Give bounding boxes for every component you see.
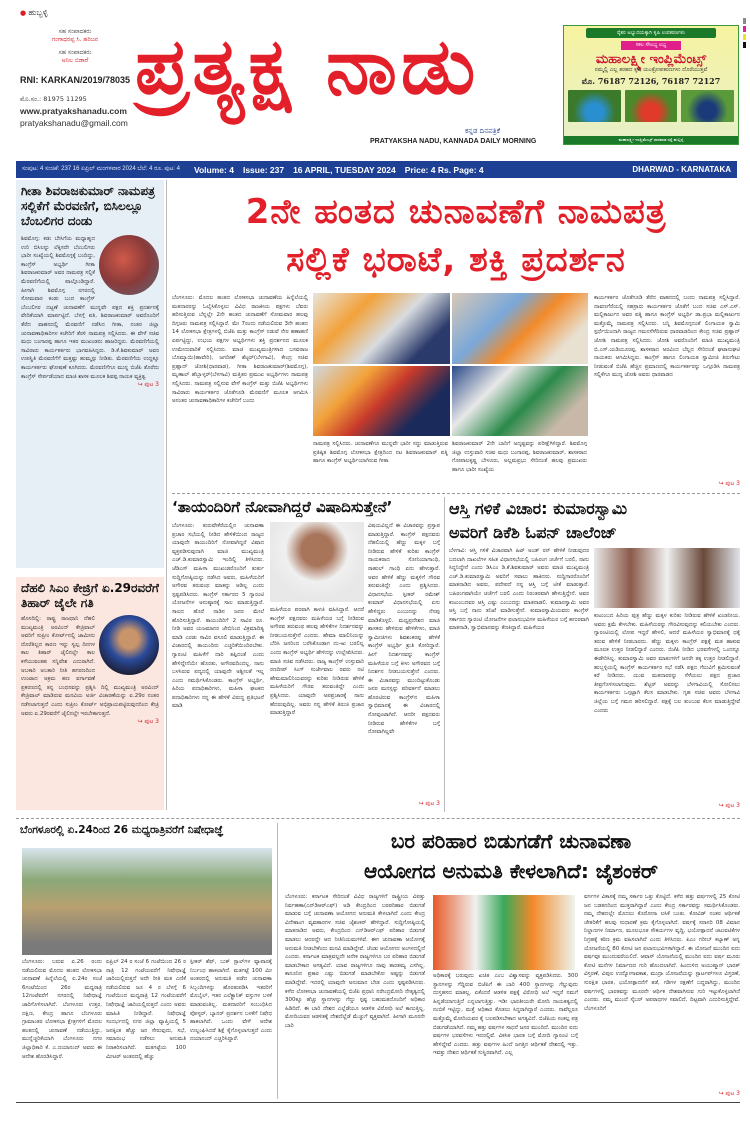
tagline-kannada: ಕನ್ನಡ ದಿನಪತ್ರಿಕೆ [465,127,501,135]
column-divider [277,823,278,1099]
masthead [0,0,750,148]
ad-footer: ಮಹಾಲಕ್ಷ್ಮೀ ಇಂಪ್ಲಿಮೆಂಟ್ಸ್ ಧಾರವಾಡ ರಸ್ತೆ ಹುಬ್ಬಳ್ಳಿ [564,136,738,144]
section-divider [172,493,740,494]
ad-product-images [564,87,738,125]
drought-col3: ವರ್ಗಗಳ ವಿಕಾಸಕ್ಕೆ ನಮ್ಮ ಸರ್ಕಾರ ಒತ್ತು ಕೊಟ್ಟಿದೆ. ಕಳೆದ ಹತ್ತು ವರ್ಷಗಳಲ್ಲಿ 25 ಕೋಟಿ ಜನ ಬಡತನದಿಂದ ಮುಕ್ತರಾಗಿದ್ದಾರೆ ಎಂದು ಕೇಂದ್ರ ಸರ್ಕಾರವನ್ನು ಸಮರ್ಥಿಸಿಕೊಂಡರು. ನಮ್ಮ ದೇಶದಲ್ಲೇ ಮೊದಲು ಕೊರೋನಾ ಲಸಿಕೆ ಬಂತು. ಕೋವಿಡ್ ನಂತರ ಆರ್ಥಿಕತೆ ಚೇತರಿಕೆಗೆ ಹಲವು ಸುಧಾರಣೆ ಕ್ರಮ ಕೈಗೊಳ್ಳಲಾಗಿದೆ. ವರ್ಷಕ್ಕೆ ಸರಾಸರಿ 08 ವಿಮಾನ ನಿಲ್ದಾಣಗಳ ನಿರ್ಮಾಣ, ಮೂಲಭೂತ ಸೌಕರ್ಯಗಳ ವೃದ್ಧಿ, ಭಯೋತ್ಪಾದನೆ ಚಟುವಟಿಕೆಗಳ ನಿಗ್ರಹಕ್ಕೆ ಕಠಿಣ ಕ್ರಮ ವಹಿಸಲಾಗಿದೆ ಎಂದು ತಿಳಿಸಿದರು. ಪಿಎಂ ಗರೀಬ್ ಕಲ್ಯಾಣ್ ಅನ್ನ ಯೋಜನೆಯಲ್ಲಿ 80 ಕೋಟಿ ಜನ ಫಲಾನುಭವಿಗಳಾಗಿದ್ದಾರೆ. ಈ ಯೋಜನೆ ಮುಂದಿನ ಐದು ವರ್ಷವೂ ಮುಂದುವರೆಯಲಿದೆ. ಆವಾಸ್ ಯೋಜನೆಯಲ್ಲಿ ಮುಂದಿನ ಐದು ವರ್ಷ ಮೂರು ಕೋಟಿ ಮನೆಗಳ ನಿರ್ಮಾಣದ ಗುರಿ ಹೊಂದಲಾಗಿದೆ. ಹಿಂದುಳಿದ ಅಯುಷ್ಮಾನ್ ಭಾರತ್ ವಿಸ್ತರಣೆ, ವಿಪುಲ ಉದ್ಯೋಗಾವಕಾಶ, ಮುದ್ರಾ ಯೋಜನೆಯನ್ನು ಸ್ಟಾರ್ಟಪ್‌ಗಳೂ ವಿಸ್ತರಣೆ, ಸುರಕ್ಷಿತ ಭಾರತ, ಭಯೋತ್ಪಾದನೆಗೆ ತಡೆ, ಗಡಿಗಳ ರಕ್ಷಣೆಗೆ ಬದ್ಧರಾಗಿದ್ದು, ಮುಂದಿನ ವರ್ಷಗಳಲ್ಲಿ ಭಾರತವನ್ನು ಮೂರನೇ ಆರ್ಥಿಕ ದೇಶವಾಗಿಸುವ ಗುರಿ ಇಟ್ಟುಕೊಳ್ಳಲಾಗಿದೆ ಎಂದರು. ನಮ್ಮ ಮುಂದೆ ಸೈಬರ್ ಅಪರಾಧಗಳ ಸವಾಲಿದೆ, ದಿಟ್ಟವಾಗಿ ಎದುರಿಸುತ್ತಿದ್ದೇವೆ. ಬೆಂಗಳೂರಿಗೆ [584,894,740,1012]
issue-info-bar [16,161,737,178]
volume: Volume: 4 [193,164,234,175]
hdk-col2: ಮಹಿಳೆಯರ ಪರವಾಗಿ ಕಾಳಜಿ ವಹಿಸಿದ್ದಾರೆ. ಆದರೆ ಕಾಂಗ್ರೆಸ್ ಪಕ್ಷದವರು ಮಹಿಳೆಯರ ಬಗ್ಗೆ ನೀಡಿರುವ ಅಗೌರವ ತರುವಂಥ ಹಲವು ಹೇಳಿಕೆಗಳ ನಿದರ್ಶನವನ್ನು ನೀಡಬಯಸುತ್ತೇನೆ ಎಂದರು. ಹೇಮಾ ಮಾಲಿನಿಯನ್ನು ಬೆರಿಸಿ ಜನರಿಂದ ಬರೆಸಿಕೊಂಡಾಗ ದು-ಃಖ ಬರಲಿಲ್ಲ ಎಂದು ಕಾಂಗ್ರೆಸ್ ಅಭ್ಯರ್ಥಿ ಹೇಳಿದನ್ನು ಉಲ್ಲೇಖಿಸಿದರು. ಮಾಜಿ ಸಚಿವ ನಡೆಸಿದರು. ರಾಜ್ಯ ಕಾಂಗ್ರೆಸ್ ಉಸ್ತುವಾರಿ ರಣದೀಪ್ ಸಿಂಗ್ ಸುರ್ಜೇವಾಲ ರವರು ನಟಿ ಹೇಮಮಾಲಿನಿಯವರನ್ನು ಕುರಿತು ನೀಡಿರುವ ಹೇಳಿಕೆ ಮಹಿಳೆಯರಿಗೆ ಗೌರವ ತರುವಂತಿದ್ದೇ ಎಂದು ಪ್ರಶ್ನಿಸಿದರು. ಯಾವುದೇ ಅಪಪ್ರಚಾರಕ್ಕೆ ನಾನು ಹೆದರುವುದಿಲ್ಲ. ಅವರು ನನ್ನ ಹೇಳಿಕೆ ತಿರುಚಿ ಪ್ರಚಾರ ಮಾಡುತ್ತಿದ್ದಾರೆ [270,607,364,717]
color-mark [743,18,746,24]
dks-headline[interactable] [449,497,740,545]
column-divider [444,497,445,812]
sidebar-story-kejriwal[interactable] [16,577,164,810]
ad-company-name: ಮಹಾಲಕ್ಷ್ಮೀ ಇಂಪ್ಲಿಮೆಂಟ್ಸ್ [595,52,707,67]
sidebar-story-geetha[interactable] [16,180,164,568]
issue-number: Issue: 237 [242,164,285,175]
editor-label-2: ಸಹ ಸಂಪಾದಕರು [58,49,92,56]
continued-link[interactable]: ↪ ಪುಟ 3 [137,718,159,726]
bullet-icon: ● [20,9,29,17]
editor-label-1: ಸಹ ಸಂಪಾದಕರು [58,28,92,35]
drought-headline-line1: ಬರ ಪರಿಹಾರ ಬಿಡುಗಡೆಗೆ ಚುನಾವಣಾ [390,829,632,853]
issue-date: 16 APRIL, TUESDAY 2024 [293,164,396,175]
drought-col2: ಅಧಿಕಾರಕ್ಕೆ ಬರುವುದು ಖಚಿತ ಎಂಬ ವಿಶ್ವಾಸವನ್ನು ವ್ಯಕ್ತಪಡಿಸಿದರು. 300 ಸ್ಥಾನಗಳನ್ನು ಗೆದ್ದಿರುವ ಬಿಜೆಪಿಗೆ ಈ ಬಾರಿ 400 ಸ್ಥಾನಗಳನ್ನು ಗೆಲ್ಲುವುದು ದುಸ್ತಹಸದ ಮಾತಲ್ಲ. ಏಕೆಂದರೆ ಆಡಳಿತ ಪಕ್ಷಕ್ಕೆ ವಿರೋಧಿ ಅಲೆ ಇದ್ದರೆ ನಮಗೆ ಹಿನ್ನಡೆಯಾಗುತ್ತಿದೆ ಎನ್ನಲಾಗುತ್ತಿತ್ತು. ಇಡೀ ಭಾರತೀಯರೇ ಮೋದಿ ನಾಯಕತ್ವದಲ್ಲಿ ನಂಬಿಕೆ ಇಟ್ಟಿದ್ದು, ಮತ್ತೆ ಅಧಿಕಾರ ಕೊಡಲು ಸಿದ್ಧರಾಗಿದ್ದಾರೆ ಎಂದರು. ನಾವೆಲ್ಲರೂ ಮತ್ತೊಮ್ಮೆ ಮೋದಿಯವರ ಕೈ ಬಲಪಡಿಸಬೇಕಾದ ಅಗತ್ಯವಿದೆ. ಬಿಜೆಪಿಯ ಸಂಕಲ್ಪ ಪತ್ರ ಬಿಡುಗಡೆಯಾಗಿದೆ. ನಮ್ಮ ಹತ್ತು ವರ್ಷಗಳ ಸಾಧನೆ ಜನರ ಮುಂದಿದೆ. ಮುಂದಿನ ಐದು ವರ್ಷಗಳ ಭರವಸೆಗಳು ಇದರಲ್ಲಿವೆ. ವಿಕಸಿತ ಭಾರತ ಬಗ್ಗೆ ಮೋದಿ ಗ್ಯಾರಂಟಿ ಬಗ್ಗೆ ಹೇಳಿದ್ದೇವೆ ಎಂದರು. ಹತ್ತು ವರ್ಷಗಳ ಹಿಂದೆ ಜಗತ್ತಿನ ಆರ್ಥಿಕತೆ ದೇಶದಲ್ಲಿ ಇತ್ತು. ಇವತ್ತು ದೇಶದ ಆರ್ಥಿಕತೆ ಸುಸ್ಥಿರವಾಗಿದೆ. ಎಲ್ಲ [433,973,578,1057]
edition-city: ಹುಬ್ಬಳ್ಳಿ [28,8,48,17]
color-mark [743,42,746,48]
ad-label: ಸಕಲ ಸೌಲಭ್ಯ ಲಭ್ಯ [621,41,681,50]
color-mark [743,26,746,32]
story-body: ಶಿವಮೊಗ್ಗ: ಕಡು ಬೇಸಿಗೆಯ ಮಧ್ಯಾಹ್ನದ ಉರಿ ಬಿಸಿಲನ್ನು ಲೆಕ್ಕಿಸದೇ ಬೆಂಬಲಿಗರು ಭಾರೀ ಸಂಖ್ಯೆಯಲ್ಲಿ ಶಿವಮೊಗ್ಗಕ್ಕೆ ಬಂದಿದ್ದು, ಕಾಂಗ್ರೆಸ್ ಅಭ್ಯರ್ಥಿ ಗೀತಾ ಶಿವರಾಜಕುಮಾರ್ ಅವರ ನಾಮಪತ್ರ ಸಲ್ಲಿಕೆ ಮೆರವಣಿಗೆಯಲ್ಲಿ ಪಾಲ್ಗೊಂಡಿದ್ದಾರೆ. ಹೀಗಾಗಿ ಶಿವಮೊಗ್ಗ ನಗರದಲ್ಲಿ ಸೋಮವಾರ ಕಂಡು ಬಂದ ಕಾಂಗ್ರೆಸ್ ಬೆಂಬಲಿಗರ ದಟ್ಟಣೆ ಚುನಾವಣೆಗೆ ಮುನ್ನವೇ ಪಕ್ಷದ ಶಕ್ತಿ ಪ್ರದರ್ಶನಕ್ಕೆ ವೇದಿಕೆಯಾಗಿ ಮಾರ್ಪಟ್ಟಿದೆ. ಬೆಳಗ್ಗೆ ಪತಿ, ಶಿವರಾಜಕುಮಾರ್ ಅವರೊಂದಿಗೆ ತೆರೆದ ವಾಹನದಲ್ಲಿ ಮೆರವಣಿಗೆ ನಡೆಸಿದ ಗೀತಾ, ನಂತರ ಜಿಲ್ಲಾ ಚುನಾವಣಾಧಿಕಾರಿಗಳ ಕಚೇರಿಗೆ ತೆರಳಿ ನಾಮಪತ್ರ ಸಲ್ಲಿಸಿದರು. ಈ ವೇಳೆ ಸಚಿವ ಮಧು ಬಂಗಾರಪ್ಪ ಹಾಗೂ ಇತರ ಮುಖಂಡರು ಹಾಜರಿದ್ದರು. ಮೆರವಣಿಗೆಯಲ್ಲಿ ಸಾವಿರಾರು ಕಾರ್ಯಕರ್ತರು ಭಾಗವಹಿಸಿದ್ದರು. ಡಿ.ಕೆ.ಶಿವಕುಮಾರ್ ಅವರ ಉಪಸ್ಥಿತಿ ಮೆರವಣಿಗೆಗೆ ಮತ್ತಷ್ಟು ಹುಮ್ಮಸ್ಸು ನೀಡಿತು. ಮೆರವಣಿಗೆಯ ಉದ್ದಕ್ಕೂ ಕಾರ್ಯಕರ್ತರು ಘೋಷಣೆ ಕೂಗಿದರು. ಮೆರವಣಿಗೆಗೂ ಮುನ್ನ ಬಿಜೆಪಿ ತೊರೆದು ಕಾಂಗ್ರೆಸ್ ಸೇರ್ಪಡೆಯಾದ ಮಾಜಿ ಶಾಸಕ ಮೂಲಕ ಶಿವಪ್ಪ ನಾಯಕ ವ್ಯಕ್ತಿತ್ವ [21,236,159,380]
drought-col1: ಬೆಂಗಳೂರು: ಕರ್ನಾಟಕ ಸೇರಿದಂತೆ ವಿವಿಧ ರಾಜ್ಯಗಳಿಗೆ ರಾಷ್ಟ್ರೀಯ ವಿಪತ್ತು ನಿರ್ವಹಣಾ(ಎನ್‌ಡಿಆರ್‌ಎಫ್) ಅಡಿ ಕೇಂದ್ರದಿಂದ ಬರಪರಿಹಾರ ಬಿಡುಗಡೆ ಮಾಡುವ ಬಗ್ಗೆ ಚುನಾವಣಾ ಆಯೋಗದ ಅನುಮತಿ ಕೇಳಲಾಗಿದೆ ಎಂದು ಕೇಂದ್ರ ವಿದೇಶಾಂಗ ವ್ಯವಹಾರಗಳ ಸಚಿವ ಜೈಶಂಕರ್ ಹೇಳಿದ್ದಾರೆ. ಸುದ್ದಿಗೋಷ್ಠಿಯಲ್ಲಿ ಮಾತನಾಡಿದ ಅವರು, ಕೇಂದ್ರದಿಂದ ಎನ್‌ಡಿಆರ್‌ಎಫ್ ಪರಿಹಾರ ಬಿಡುಗಡೆ ಮಾಡಲು ಆದರದ್ದೇ ಆದ ನೀತಿನಿಯಮಗಳಿವೆ. ಈಗ ಚುನಾವಣಾ ಆಯೋಗಕ್ಕೆ ಅನುಮತಿ ನೀಡಬೇಕೆಂದು ಮನವಿ ಮಾಡಿದ್ದೇವೆ. ಚೆಂಡು ಆಯೋಗದ ಅಂಗಳದಲ್ಲಿದೆ ಎಂದರು. ಕರ್ನಾಟಕ ಮಾತ್ರವಲ್ಲದೇ ಅನೇಕ ರಾಜ್ಯಗಳಿಗೂ ಬರ ಪರಿಹಾರ ಬಿಡುಗಡೆ ಮಾಡಬೇಕಾದ ಅಗತ್ಯವಿದೆ. ಯಾವ ರಾಜ್ಯಗಳಿಗೂ ನಾವು ತಾರತಮ್ಯ ಎಸಗಿಲ್ಲ. ಕಾನೂನಿನ ಪ್ರಕಾರ ಎಷ್ಟು ಬಿಡುಗಡೆ ಮಾಡಬೇಕೋ ಅಷ್ಟನ್ನು ಬಿಡುಗಡೆ ಮಾಡಿದ್ದೇವೆ. ಇದರಲ್ಲಿ ಯಾವುದೇ ಅನುಮಾನ ಬೇಡ ಎಂದು ಸ್ಪಷ್ಟಪಡಿಸಿದರು. ಕಳೆದ ಲೋಕಸಭಾ ಚುನಾವಣೆಯಲ್ಲಿ ಬಿಜೆಪಿ ಪ್ರಧಾನಿ ನರೇಂದ್ರಮೋದಿ ನೇತೃತ್ವದಲ್ಲಿ 300ಕ್ಕೂ ಹೆಚ್ಚು ಸ್ಥಾನಗಳನ್ನು ಗೆದ್ದು ಸ್ಪಷ್ಟ ಬಹುಮತದೊಂದಿಗೆ ಅಧಿಕಾರ ಹಿಡಿದಿದೆ. ಈ ಬಾರಿ ದೇಶದ ಎಲ್ಲೆಡೆಯೂ ಆಡಳಿತ ವಿರೋಧಿ ಅಲೆ ಕಾಣುತ್ತಿಲ್ಲ. ಮೋದಿಯವರ ಆಡಳಿತಕ್ಕೆ ದೇಶದೆಲ್ಲೆಡೆ ಮೆಚ್ಚುಗೆ ವ್ಯಕ್ತವಾಗಿದೆ. ಹೀಗಾಗಿ ಮೂರನೇ ಬಾರಿ [285,894,425,1029]
police-march-photo [22,848,272,955]
prohibitory-headline[interactable]: ಬೆಂಗಳೂರಲ್ಲಿ ಏ.24ರಿಂದ 26 ಮಧ್ಯರಾತ್ರಿವರೆಗೆ ನಿಷೇಧಾಜ್ಞೆ [20,824,224,836]
page-bottom-rule [16,1102,740,1103]
lead-story-col3: ಶಿವರಾಜಕುಮಾರ್ 2ನೇ ಬಾರಿಗೆ ಅದೃಷ್ಟವನ್ನು ಪರೀಕ್ಷೆಗಿಳಿದ್ದಾರೆ. ಶಿವಮೊಗ್ಗ ಜಿಲ್ಲಾ ಉಸ್ತುವಾರಿ ಸಚಿವ ಮಧು ಬಂಗಾರಪ್ಪ, ಶಿವರಾಜಕುಮಾರ್, ಶಾಸಕರಾದ ಗೋಪಾಲಕೃಷ್ಣ ಬೇಳೂರು, ಅಲ್ಲಮಪ್ರಭು ಸೇರಿದಂತೆ ಹಲವು ಪ್ರಮುಖರು ಹಾಗೂ ಭಾರೀ ಸಂಖ್ಯೆಯ [452,441,587,473]
continued-link[interactable]: ↪ ಪುಟ 3 [718,802,740,809]
ad-description: ನಮ್ಮಲ್ಲಿ ಎಲ್ಲ ತರಹದ ಕೃಷಿ ಯಂತ್ರೋಪಕರಣಗಳು ದೊರೆಯುತ್ತವೆ [594,67,708,73]
section-divider [16,818,740,819]
photo-nomination-2 [452,293,589,364]
price-page: Price: 4 Rs. Page: 4 [404,164,484,175]
continued-link[interactable]: ↪ ಪುಟ 3 [137,381,159,389]
prohibitory-col3: ಸ್ಪೀಕರ್ ಶೆಫ್, ಬುಕ್ ಸ್ಟಾಲ್‌ಗಳ ವ್ಯಾಪಾರಕ್ಕೆ ನಿರ್ಬಂಧ ಹಾಕಲಾಗಿದೆ. ಮತಗಟ್ಟೆ 100 ಮೀ ಅಂತರದಲ್ಲಿ ಅನುಮತಿ ಪಡೆದ ಚುನಾವಣಾ ಸಿಬ್ಬಂದಿಗಳನ್ನು ಹೊರತುಪಡಿಸಿ ಇತರರಿಗೆ ಮೊಬೈಲ್, ಇತರ ಎಲೆಕ್ಟ್ರಾನಿಕ್ ವಸ್ತುಗಳ ಬಳಕೆ ಮಾಡುವಂತಿಲ್ಲ. ಮತದಾರರಿಗೆ ಸಂಬಂಧಿಸಿದ ಪೋಸ್ಟರ್, ಬ್ಯಾನರ್ ಪ್ರದರ್ಶನ ಬಳಕೆಗೆ ನಿಷೇಧ ಹಾಕಲಾಗಿದೆ. ಒಂದು ವೇಳೆ ಆದೇಶ ಉಲ್ಲಂಘಿಸಿದರೆ ಶಿಕ್ಷೆ ಕೈಗೊಳ್ಳಲಾಗುತ್ತದೆ ಎಂದು ದಯಾನಂದ್ ಎಚ್ಚರಿಸಿದ್ದಾರೆ. [190,959,272,1043]
print-color-marks [743,18,746,50]
hdk-col3: ವಿಷಯವಿಲ್ಲದೆ ಈ ವಿಚಾರವನ್ನು ಪ್ರಸ್ತಾಪ ಮಾಡುತ್ತಿದ್ದಾರೆ. ಕಾಂಗ್ರೆಸ್ ಪಕ್ಷದವರು ದೆಹಲಿಯಲ್ಲಿ ಹೆಣ್ಣು ಮಕ್ಕಳ ಬಗ್ಗೆ ನೀಡಿರುವ ಹೇಳಿಕೆ ಕುರಿತು ಕಾಂಗ್ರೆಸ್ ನಾಯಕರಾದ ಸೋನಿಯಾಗಾಂಧಿ, ರಾಹುಲ್ ಗಾಂಧಿ ಏನು ಹೇಳುತ್ತಾರೆ. ಅವರ ಹೇಳಿಕೆ ಹೆಣ್ಣು ಮಕ್ಕಳಿಗೆ ಗೌರವ ತರುವಂತಿದ್ದೇ ಎಂದು ಪ್ರಶ್ನಿಸಿದರು. ವಿಧಾನಸಭೆಯ ಸ್ಪೀಕರ್ ರಮೇಶ್ ಕುಮಾರ್ ವಿಧಾನಸಭೆಯಲ್ಲಿ ಏನು ಹೇಳಿದ್ದರು ಎಂಬುದನ್ನು ನೆನಪು ಮಾಡಿಕೊಳ್ಳಲಿ. ಮಧ್ಯಪ್ರದೇಶದ ಮಾಜಿ ಶಾಸಕರು ಹೇಳಿರುವ ಹೇಳಿಕೆಗಳು, ಮಾಜಿ ಸ್ವಾಮೀಜಿಗಳು ಶಿವಶಂಕರಪ್ಪ ಹೇಳಿಕೆ ಕಾಂಗ್ರೆಸ್ ಅಭ್ಯರ್ಥಿ ಶ್ರುತಿ ಕೋರಿದ್ದಾರೆ. ಹೀಗೆ ನಿದರ್ಶನವನ್ನು ಕಾಂಗ್ರೆಸ್ ಮಹಿಳೆಯರ ಬಗ್ಗೆ ಕೀಳು ಅಗೌರವದ ಬಗ್ಗೆ ನಿದರ್ಶನ ನೀಡಬಯಸುತ್ತೇನೆ ಎಂದರು. ಈ ವಿಚಾರವನ್ನು ಮುಂದಿಟ್ಟುಕೊಂಡು ಜನರ ಮನಸ್ಸನ್ನು ಪರಿವರ್ತನೆ ಮಾಡಲು ಹೊರಟಿರುವ ಕಾಂಗ್ರೆಸ್‌ನ ಮಹಿಳಾ ಸ್ವಾಭಿಮಾನಕ್ಕೆ ಈ ವಿಚಾರದಲ್ಲಿ ನೋವುಂಟಾಗಿದೆ. ಆದರೀ ಪಕ್ಷದವರು ನೀಡಿರುವ ಹೇಳಿಕೆಗಳ ಬಗ್ಗೆ ನೋವಾಗಿಲ್ಲವೇ [368,523,440,736]
lead-story-col1: ಬೆಂಗಳೂರು: ಮೊದಲ ಹಂತದ ಲೋಕಸಭಾ ಚುನಾವಣೆಯ ಹಿನ್ನೆಲೆಯಲ್ಲಿ ಮತದಾರರನ್ನು ಓಲೈಸಿಕೊಳ್ಳಲು ವಿವಿಧ ರಾಜಕೀಯ ಪಕ್ಷಗಳು ಬೆವರು ಹರಿಸುತ್ತಿರುವ ಬೆನ್ನಲ್ಲೇ 2ನೇ ಹಂತದ ಚುನಾವಣೆಗೆ ಸೋಮವಾರ ಹಲವು ದಿಗ್ಗಜರು ನಾಮಪತ್ರ ಸಲ್ಲಿಸಿದ್ದಾರೆ. ಮೇ 7ರಂದು ನಡೆಯಲಿರುವ 3ನೇ ಹಂತದ 14 ಲೋಕಸಭಾ ಕ್ಷೇತ್ರಗಳಲ್ಲಿ ಬಿಜೆಪಿ ಮತ್ತು ಕಾಂಗ್ರೆಸ್ ನಡುವೆ ನೇರ ಹಣಾಹಣಿ ಏರ್ಪಟ್ಟಿದ್ದು, ಉಭಯ ಪಕ್ಷಗಳ ಅಭ್ಯರ್ಥಿಗಳು ಶಕ್ತಿ ಪ್ರದರ್ಶನದ ಮೂಲಕ ಉಮೇದುವಾರಿಕೆ ಸಲ್ಲಿಸಿದರು. ಮಾಜಿ ಮುಖ್ಯಮಂತ್ರಿಗಳಾದ ಬಸವರಾಜ ಬೊಮ್ಮಾಯಿ(ಹಾವೇರಿ), ಜಗದೀಶ್ ಶೆಟ್ಟರ್(ಬೆಳಗಾವಿ), ಕೇಂದ್ರ ಸಚಿವ ಪ್ರಹ್ಲಾದ್ ಜೋಶಿ(ಧಾರವಾಡ), ಗೀತಾ ಶಿವರಾಜಕುಮಾರ್(ಶಿವಮೊಗ್ಗ), ಮೃಣಾಲ್ ಹೆಬ್ಬಾಳ್ಕರ್(ಬೆಳಗಾವಿ) ಮತ್ತಿತರ ಪ್ರಮುಖ ಅಭ್ಯರ್ಥಿಗಳು ನಾಮಪತ್ರ ಸಲ್ಲಿಸಿದರು. ನಾಮಪತ್ರ ಸಲ್ಲಿಸುವ ವೇಳೆ ಕಾಂಗ್ರೆಸ್ ಮತ್ತು ಬಿಜೆಪಿ ಅಭ್ಯರ್ಥಿಗಳು ಸಾವಿರಾರು ಕಾರ್ಯಕರ್ತರ ಜೊತೆಗೂಡಿ ಮೆರವಣಿಗೆ ಮೂಲಕ ಆಗಮಿಸಿ ಅನಂತರ ಚುನಾವಣಾಧಿಕಾರಿಗಳ ಕಚೇರಿಗೆ ಬಂದು [172,295,308,405]
phone-number: ಮೊ.ಸಂ.: 81975 11295 [20,95,87,103]
ad-phones: ಮೊ. 76187 72126, 76187 72127 [581,76,721,86]
column-divider [166,180,167,810]
ad-ribbon: ರೈತರ ಅಭ್ಯುದಯಕ್ಕಾಗಿ ಕೃಷಿ ಉಪಕರಣಗಳು [586,28,716,38]
lead-headline[interactable] [172,188,740,284]
prohibitory-col2: ಏಪ್ರಿಲ್ 24 ರ ಸಂಜೆ 6 ಗಂಟೆಯಿಂದ 26 ರ ರಾತ್ರಿ 12 ಗಂಟೆಯವರೆಗೆ ನಿಷೇಧಾಜ್ಞೆ ಜಾರಿಯಲ್ಲಿರುತ್ತದೆ ಅದೇ ರೀತಿ ಮತ ಎಣಿಕೆ ನಡೆಯಲಿರುವ ಜೂ 4 ರ ಬೆಳಗ್ಗೆ 6 ಗಂಟೆಯಿಂದ ಮಧ್ಯರಾತ್ರಿ 12 ಗಂಟೆಯವರೆಗೆ ನಿಷೇಧಾಜ್ಞೆ ಜಾರಿಯಲ್ಲಿರುತ್ತದೆ ಎಂದು ಅವರು ಮಾಹಿತಿ ನೀಡಿದ್ದಾರೆ. ನಿಷೇಧಾಜ್ಞೆ ಸಂದರ್ಭದಲ್ಲಿ ನಗರ ಜಿಲ್ಲಾ ವ್ಯಾಪ್ತಿಯಲ್ಲಿ 5 ಜನಕ್ಕಿಂತ ಹೆಚ್ಚು ಜನ ಸೇರುವುದು, ಸಭೆ, ಸಮಾರಂಭ ನಡೆಸಲು ಅನುಮತಿ ನಿರಾಕರಿಸಲಾಗಿದೆ. ಮತಗಟ್ಟೆಯ 100 ಮೀಟರ್ ಅಂತರದಲ್ಲಿ ಹೆಚ್ಚು [106,959,186,1060]
trailer-image [681,90,734,122]
website-link[interactable]: www.pratyakshanadu.com [20,106,127,116]
rotavator-image [625,90,678,122]
dks-headline-line1: ಆಸ್ತಿ ಗಳಿಕೆ ವಿಚಾರ: ಕುಮಾರಸ್ವಾಮಿ [449,499,628,518]
lead-story-col2: ನಾಮಪತ್ರ ಸಲ್ಲಿಸಿದರು. ಚುನಾವಣೆಗೂ ಮುನ್ನವೇ ಭಾರೀ ಸದ್ದು ಮಾಡುತ್ತಿರುವ ಪ್ರತಿಷ್ಠಿತ ಶಿವಮೊಗ್ಗ ಲೋಕಸಭಾ ಕ್ಷೇತ್ರದಿಂದ ನಟ ಶಿವರಾಜಕುಮಾರ್ ಪತ್ನಿ ಹಾಗೂ ಕಾಂಗ್ರೆಸ್ ಅಭ್ಯರ್ಥಿಯಾಗಿರುವ ಗೀತಾ [313,441,448,465]
dks-col2: ಕುಟುಂಬದ ಹಿರಿಯ ಪುತ್ರ ಹೆಣ್ಣು ಮಕ್ಕಳ ಕುರಿತು ನೀಡಿರುವ ಹೇಳಿಕೆ ಖಂಡನೀಯ. ಅವರು ಕ್ಷಮೆ ಕೇಳಬೇಕು. ಮಹಿಳೆಯರನ್ನು ಗೌರವಿಸುವುದನ್ನು ಕಲಿಯಬೇಕು ಎಂದರು. ಗ್ಯಾರಂಟಿಯಲ್ಲಿ ಲೋಪ ಇದ್ದರೆ ಹೇಳಲಿ, ಆದರೆ ಮಹಿಳೆಯರ ಸ್ವಾಭಿಮಾನಕ್ಕೆ ಧಕ್ಕೆ ತರುವ ಹೇಳಿಕೆ ನೀಡಬಾರದು. ಹೆಣ್ಣು ಮಕ್ಕಳು ಕಾಂಗ್ರೆಸ್ ಪಕ್ಷಕ್ಕೆ ಮತ ಹಾಕುವ ಮೂಲಕ ಉತ್ತರ ನೀಡಲಿದ್ದಾರೆ ಎಂದರು. ಬಿಜೆಪಿ ನೀಡಿದ ಭರವಸೆಗಳಲ್ಲಿ ಒಂದನ್ನೂ ಈಡೇರಿಸಿಲ್ಲ. ಕುಮಾರಸ್ವಾಮಿ ಅವರ ಮಾತುಗಳಿಗೆ ಜನರೇ ತಕ್ಕ ಉತ್ತರ ನೀಡಲಿದ್ದಾರೆ. ಹುಬ್ಬಳ್ಳಿಯಲ್ಲಿ ಕಾಂಗ್ರೆಸ್ ಕಾರ್ಯಕರ್ತರ ಸಭೆ ನಡೆಸಿ ಪಕ್ಷದ ಗೆಲುವಿಗೆ ಶ್ರಮಿಸುವಂತೆ ಕರೆ ನೀಡಿದರು. ಯುವ ಮತದಾರರನ್ನು ಸೆಳೆಯಲು ಪಕ್ಷದ ಪ್ರಚಾರ ತೀವ್ರಗೊಳಿಸಲಾಗುವುದು. ಶೆಟ್ಟರ್ ಅವರನ್ನು ಬೆಳಗಾವಿಯಲ್ಲಿ ಸೋಲಿಸಲು ಕಾರ್ಯಕರ್ತರು ಒಗ್ಗಟ್ಟಾಗಿ ಕೆಲಸ ಮಾಡಬೇಕು. ಗೃಹ ಸಚಿವ ಅವರು ಬೆಳಗಾವಿ ಜಿಲ್ಲೆಯ ಬಗ್ಗೆ ಗಮನ ಹರಿಸಲಿದ್ದಾರೆ. ಪಕ್ಷಕ್ಕೆ ಬಲ ತುಂಬುವ ಕೆಲಸ ಮಾಡುತ್ತಿದ್ದೇವೆ ಎಂದರು [594,613,740,714]
publication-place: DHARWAD - KARNATAKA [632,165,731,174]
color-mark [743,34,746,40]
newspaper-logo: ಪ್ರತ್ಯಕ್ಷ ನಾಡು [135,22,480,112]
story-headline: ದೆಹಲಿ ಸಿಎಂ ಕೇಜ್ರಿಗೆ ಏ.29ರವರೆಗೆ ತಿಹಾರ್ ಜೈಲೇ ಗತಿ [21,581,159,610]
tagline-english: PRATYAKSHA NADU, KANNADA DAILY MORNING [370,138,537,145]
drought-headline[interactable] [282,826,740,886]
hdk-dks-photo [594,548,740,608]
lead-headline-line2: ಸಲ್ಲಿಕೆ ಭರಾಟೆ, ಶಕ್ತಿ ಪ್ರದರ್ಶನ [286,240,626,280]
drought-headline-line2: ಆಯೋಗದ ಅನುಮತಿ ಕೇಳಲಾಗಿದೆ: ಜೈಶಂಕರ್ [364,859,658,883]
editor-name-2: ಅನಿಲ ಬಿಡಾರೆ [61,57,89,64]
lead-headline-line1: 2ನೇ ಹಂತದ ಚುನಾವಣೆಗೆ ನಾಮಪತ್ರ [245,192,667,232]
editor-name-1: ಗಂಗಾಧರಪ್ಪ ಸಿ. ಹರಿಜನ [51,36,99,43]
hdk-col1: ಬೆಂಗಳೂರು: ತುರುವೇಕೆರೆಯಲ್ಲಿನ ಚುನಾವಣಾ ಪ್ರಚಾರ ಸಭೆಯಲ್ಲಿ ನೀಡಿದ ಹೇಳಿಕೆಯಿಂದ ರಾಜ್ಯದ ಯಾವುದೇ ತಾಯಂದಿರಿಗೆ ನೋವಾಗಿದ್ದರೆ ವಿಷಾದ ವ್ಯಕ್ತಪಡಿಸುವುದಾಗಿ ಮಾಜಿ ಮುಖ್ಯಮಂತ್ರಿ ಎಚ್.ಡಿ.ಕುಮಾರಸ್ವಾಮಿ ಇಂದಿಲ್ಲಿ ತಿಳಿಸಿದರು. ಜೆಡಿಎಸ್ ಮಹಿಳಾ ಮುಖಂಡರೊಂದಿಗೆ ತುರ್ತು ಸುದ್ದಿಗೋಷ್ಠಿಯನ್ನು ನಡೆಸಿದ ಅವರು, ಮಹಿಳೆಯರಿಗೆ ಅಗೌರವ ತರುವಂಥ ಮಾತನ್ನು ಆಡಿಲ್ಲ ಎಂದು ಸ್ಪಷ್ಟಪಡಿಸಿದರು. ಕಾಂಗ್ರೆಸ್ ಸರ್ಕಾರದ 5 ಗ್ಯಾರಂಟಿ ಯೋಜನೆಗಳ ಅನುಷ್ಠಾನಕ್ಕೆ ಸಾಲ ಮಾಡುತ್ತಿದ್ದಾರೆ. ಸಾಲದ ಹೊರೆ ನಾಡಿನ ಜನರ ಮೇಲೆ ಹೊರಿಸುತ್ತಿದ್ದಾರೆ. ತಾಯಂದಿರಿಗೆ 2 ಸಾವಿರ ರೂ. ನೀಡಿ ಅವರ ಯಜಮಾನರ ಜೇಬಿನಿಂದ ವಿಕ್ರಮಾದಿತ್ಯ ಮಾಡಿ ಎರಡು ಸಾವಿರ ವಸೂಲಿ ಮಾಡುತ್ತಿದ್ದಾರೆ. ಈ ವಿಚಾರದಲ್ಲಿ ತಾಯಂದಿರು ಎಚ್ಚರಿಕೆಯಿಂದಿರಬೇಕು. ಗ್ಯಾರಂಟಿ ಮಹಿಳೆಗೆ ದಾರಿ ತಪ್ಪಿದಂತೆ ಎಂದು ಹೇಳಿದ್ದೇನೆಯೇ ಹೊರತು, ಅಗೌರವದಿಂದಲ್ಲ. ನಾನು ಬಳಸಿರುವ ಪದ್ಯದಲ್ಲಿ ಯಾವುದೇ ಅಶ್ಲೀಲತೆ ಇಲ್ಲ ಎಂದು ಸಮರ್ಥಿಸಿಕೊಂಡರು. ಕಾಂಗ್ರೆಸ್ ಅಭ್ಯರ್ಥಿ, ಹಿರಿಯ ಪದಾಧಿಕಾರಿಗಳು, ಮಹಿಳಾ ಘಟಕದ ಪದಾಧಿಕಾರಿಗಳು ನನ್ನ ಈ ಹೇಳಿಕೆ ವಿರುದ್ಧ ಪ್ರತಿಭಟನೆ ಮಾಡಿ [172,523,264,710]
dks-headline-line2: ಅವರಿಗೆ ಡಿಕೆಶಿ ಓಪನ್ ಚಾಲೆಂಜ್ [449,523,617,542]
rally-photo [99,235,159,295]
issue-info-kannada: ಸಂಪುಟ: 4 ಸಂಚಿಕೆ: 237 16 ಏಪ್ರಿಲ್ ಮಂಗಳವಾರ 2024 ಬೆಲೆ: 4 ರೂ. ಪುಟ: 4 [22,166,180,172]
story-body: ಹೊಸದಿಲ್ಲಿ: ರಾಷ್ಟ್ರ ರಾಜಧಾನಿ ದೆಹಲಿ ಮುಖ್ಯಮಂತ್ರಿ ಅರವಿಂದ್ ಕೇಜ್ರಿವಾಲ್ ಅವರಿಗೆ ಸುಪ್ರೀಂ ಕೋರ್ಟ್‌ನಲ್ಲಿ ಜಾಮೀನು ದೊರೆತಿಲ್ಲದ ಕಾರಣ ಇನ್ನು ಸ್ವಲ್ಪ ದಿನಗಳ ಕಾಲ ತಿಹಾರ್ ಜೈಲಿನಲ್ಲೇ ಕಾಲ ಕಳೆಯುವಂತಹ ಸನ್ನಿವೇಶ ಎದುರಾಗಿದೆ. ಅಬಕಾರಿ ಅಬಕಾರಿ ನೀತಿ ಹಗರಣದಿಂದ ಉಂಟಾದ ಅಕ್ರಮ ಹಣ ವರ್ಗಾವಣೆ ಪ್ರಕರಣದಲ್ಲಿ ತನ್ನ ಬಂಧನವನ್ನು ಪ್ರಶ್ನಿಸಿ ದಿಲ್ಲಿ ಮುಖ್ಯಮಂತ್ರಿ ಅರವಿಂದ್ ಕೇಜ್ರಿವಾಲ್ ಮಾಡಿರುವ ಮನವಿಯ ಅರ್ಜಿ ವಿಚಾರಣೆಯನ್ನು ಏ.29ರ ನಂತರ ನಡೆಸಲಾಗುತ್ತದೆ ಎಂದು ಸುಪ್ರೀಂ ಕೋರ್ಟ್ ಅಭಿಪ್ರಾಯಪಟ್ಟಿರುವುದರಿಂದ ಕೇಜ್ರಿ ಅವರು ಏ.29ರವರೆಗೆ ಜೈಲಿನಲ್ಲೇ ಇರಬೇಕಾಗುತ್ತದೆ. [21,616,159,717]
jaishankar-photo [433,895,575,970]
advertisement-mahalakshmi[interactable] [563,25,739,145]
nomination-photo-collage [313,293,588,436]
photo-nomination-1 [313,293,450,364]
kumaraswamy-photo [270,522,364,602]
dks-col1: ಬೆಳಗಾವಿ: ಆಸ್ತಿ ಗಳಿಕೆ ವಿಚಾರವಾಗಿ ಹಿಟ್ ಅಂಡ್ ರನ್ ಹೇಳಿಕೆ ನೀಡುವುದರ ಬದಲಾಗಿ ದಾಖಲೆಗಳ ಸಹಿತ ವಿಧಾನಸಭೆಯಲ್ಲಿ ಬಹಿರಂಗ ಚರ್ಚೆಗೆ ಬರಲಿ, ನಾನು ಸಿದ್ಧನಿದ್ದೇನೆ ಎಂದು ಡಿಸಿಎಂ ಡಿ.ಕೆ.ಶಿವಕುಮಾರ್ ಅವರು ಮಾಜಿ ಮುಖ್ಯಮಂತ್ರಿ ಎಚ್.ಡಿ.ಕುಮಾರಸ್ವಾಮಿ ಅವರಿಗೆ ಸವಾಲು ಹಾಕಿದರು. ಸುದ್ದಿಗಾರರೊಂದಿಗೆ ಮಾತನಾಡಿದ ಅವರು, ಪದೇಪದೆ ನನ್ನ ಆಸ್ತಿ ಬಗ್ಗೆ ಟೀಕೆ ಮಾಡುತ್ತಾರೆ. ಬಹಿರಂಗವಾಗಿಯೇ ಚರ್ಚೆಗೆ ಬರಲಿ ಎಂದು ನಿರಂತರವಾಗಿ ಹೇಳುತ್ತಿದ್ದೇನೆ. ಅವರ ಕುಟುಂಬದವರ ಆಸ್ತಿ ಎಷ್ಟು ಎಂಬುದನ್ನು ಮಾತನಾಡಲಿ. ಕುಮಾರಸ್ವಾಮಿ ಅವರ ಆಸ್ತಿ ಬಗ್ಗೆ ನಾನು ತನಿಖೆ ಮಾಡಿಸುತ್ತೇನೆ. ಕುಮಾರಸ್ವಾಮಿಯವರು ಕಾಂಗ್ರೆಸ್ ಸರ್ಕಾರದ ಗ್ಯಾರಂಟಿ ಯೋಜನೆಗಳ ಫಲಾನುಭವಿಗಳ ಮಹಿಳೆಯರ ಬಗ್ಗೆ ಹಗುರವಾಗಿ ಮಾತನಾಡಿ, ಸ್ವಾಭಿಮಾನವನ್ನು ಕೆಣಕಿದ್ದಾರೆ. ಮಹಿಳೆಯರ [449,548,589,632]
left-sidebar [16,180,164,810]
plough-image [568,90,621,122]
continued-link[interactable]: ↪ ಪುಟ 3 [718,1090,740,1097]
prohibitory-col1: ಬೆಂಗಳೂರು: ಬರುವ ಏ.26 ರಂದು ನಡೆಯಲಿರುವ ಮೊದಲ ಹಂತದ ಲೋಕಸಭಾ ಚುನಾವಣೆ ಹಿನ್ನೆಲೆಯಲ್ಲಿ ಏ.24ರ ಸಂಜೆ 6ಗಂಟೆಯಿಂದ 26ರ ಮಧ್ಯರಾತ್ರಿ 12ಗಂಟೆವರೆಗೆ ನಗರದಲ್ಲಿ ನಿಷೇಧಾಜ್ಞೆ ಜಾರಿಗೊಳಿಸಲಾಗಿದೆ. ಬೆಂಗಳೂರು ಉತ್ತರ, ದಕ್ಷಿಣ, ಕೇಂದ್ರ ಹಾಗೂ ಬೆಂಗಳೂರು ಗ್ರಾಮಾಂತರ ಲೋಕಸಭಾ ಕ್ಷೇತ್ರಗಳಿಗೆ ಮೊದಲ ಹಂತದಲ್ಲಿ ಚುನಾವಣೆ ನಡೆಯುತ್ತಿದ್ದು, ಮುನ್ನೆಚ್ಚರಿಕೆಯಾಗಿ ಬೆಂಗಳೂರು ನಗರ ಜಿಲ್ಲಾಧಿಕಾರಿ ಕೆ. ಎ.ದಯಾನಂದ್ ಅವರು ಈ ಆದೇಶ ಹೊರಡಿಸಿದ್ದಾರೆ. [22,959,102,1060]
hdk-headline[interactable]: ‘ತಾಯಂದಿರಿಗೆ ನೋವಾಗಿದ್ದರೆ ವಿಷಾದಿಸುತ್ತೇನೆ’ [172,498,393,516]
rni-number: RNI: KARKAN/2019/78035 [20,75,131,85]
photo-nomination-3 [313,366,450,437]
continued-link[interactable]: ↪ ಪುಟ 3 [418,800,440,807]
email-link[interactable]: pratyakshanadu@gmail.com [20,118,128,128]
continued-link[interactable]: ↪ ಪುಟ 3 [718,480,740,487]
lead-story-col4: ಕಾರ್ಯಕರ್ತರ ಜೊತೆಗೂಡಿ ತೆರೆದ ವಾಹನದಲ್ಲಿ ಬಂದು ನಾಮಪತ್ರ ಸಲ್ಲಿಸಿದ್ದಾರೆ. ದಾವಣಗೆರೆಯಲ್ಲಿ ಸಹಸ್ರಾರು ಕಾರ್ಯಕರ್ತರ ಜೊತೆಗೆ ಬಂದ ಸಚಿವ ಎಸ್.ಎಸ್. ಮಲ್ಲಿಕಾರ್ಜುನ ಅವರ ಪತ್ನಿ ಹಾಗೂ ಕಾಂಗ್ರೆಸ್ ಅಭ್ಯರ್ಥಿ ಡಾ.ಪ್ರಭಾ ಮಲ್ಲಿಕಾರ್ಜುನ ಮತ್ತೊಮ್ಮೆ ನಾಮಪತ್ರ ಸಲ್ಲಿಸಿದರು. ಬನ್ನಿ ಶಿವಮೊಗ್ಗದಂತೆ ಲಿಂಗಾಯತ ಸ್ವಾಮಿ ಸ್ಪರ್ಧೆಯಿಂದಾಗಿ ರಾಜ್ಯದ ಗಮನಸೆಳೆದಿರುವ ಧಾರವಾಡದಿಂದ ಕೇಂದ್ರ ಸಚಿವ ಪ್ರಹ್ಲಾದ್ ಜೋಶಿ ನಾಮಪತ್ರ ಸಲ್ಲಿಸಿದರು. ಜೋಶಿ ಅವರೊಂದಿಗೆ ಮಾಜಿ ಮುಖ್ಯಮಂತ್ರಿ ಬಿ.ಎಸ್.ಯಡಿಯೂರಪ್ಪ, ಶಾಸಕರಾದ ಅರವಿಂದ ಬೆಲ್ಲದ ಸೇರಿದಂತೆ ಘಟಾನುಘಟಿ ನಾಯಕರು ಆಗಮಿಸಿದ್ದರು. ಕಾಂಗ್ರೆಸ್ ಹಾಗೂ ಲಿಂಗಾಯತ ಸ್ವಾಮೀಜಿ ತಿರುಗೇಟು ನೀಡುವಂತೆ ಬಿಜೆಪಿ ಹೆಚ್ಚಿನ ಪ್ರಮಾಣದಲ್ಲಿ ಕಾರ್ಯಕರ್ತರನ್ನು ಒಗ್ಗೂಡಿಸಿ ನಾಮಪತ್ರ ಸಲ್ಲಿಕೆಗೂ ಮುನ್ನ ಜೋಶಿ ಅವರು ಧಾರವಾಡದ [594,295,740,379]
photo-nomination-4 [452,366,589,437]
story-headline: ಗೀತಾ ಶಿವರಾಜಕುಮಾರ್ ನಾಮಪತ್ರ ಸಲ್ಲಿಕೆಗೆ ಮೆರವಣಿಗೆ, ಬಿಸಿಲಲ್ಲೂ ಬೆಂಬಲಿಗರ ದಂಡು [21,184,155,228]
kejriwal-photo [99,615,159,675]
